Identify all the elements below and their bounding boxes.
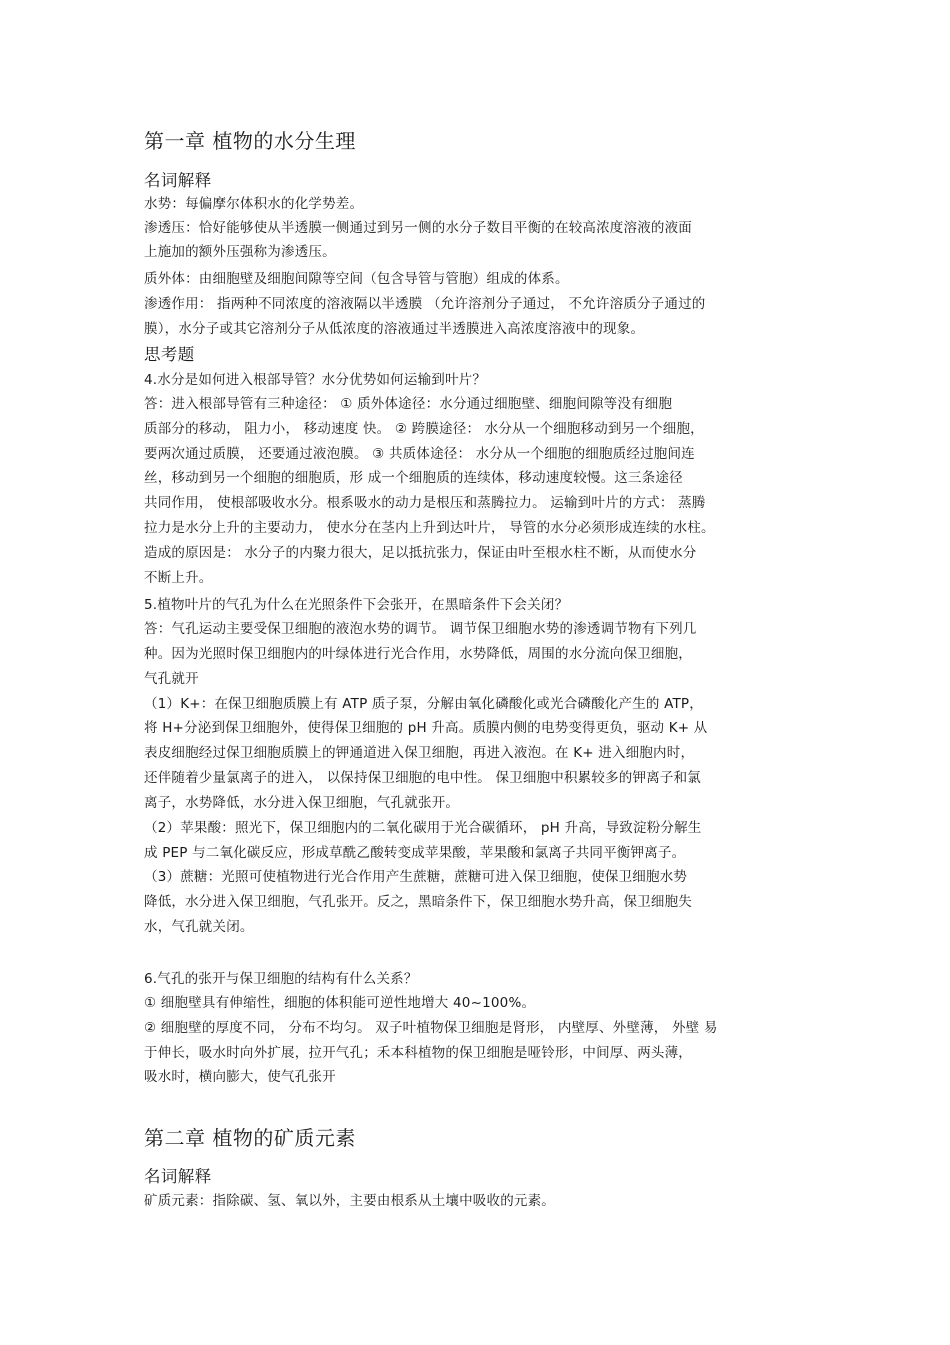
q5-answer-line: 降低，水分进入保卫细胞，气孔张开。反之，黑暗条件下，保卫细胞水势升高，保卫细胞失 xyxy=(144,894,692,910)
q5-answer-line: （1）K+：在保卫细胞质膜上有 ATP 质子泵，分解由氧化磷酸化或光合磷酸化产生的 ATP， xyxy=(144,696,703,712)
q5-answer-line: 还伴随着少量氯离子的进入， 以保持保卫细胞的电中性。 保卫细胞中积累较多的钾离子和氯 xyxy=(144,770,701,786)
q5-answer-line: 表皮细胞经过保卫细胞质膜上的钾通道进入保卫细胞，再进入液泡。在 K+ 进入细胞内时， xyxy=(144,745,695,761)
term-water-potential: 水势：每偏摩尔体积水的化学势差。 xyxy=(144,196,364,212)
term-osmosis: 渗透作用： 指两种不同浓度的溶液隔以半透膜 （允许溶剂分子通过， 不允许溶质分子通过的 xyxy=(144,296,706,312)
chapter1-questions-heading: 思考题 xyxy=(144,345,195,364)
q6-answer-line: 于伸长，吸水时向外扩展，拉开气孔；禾本科植物的保卫细胞是哑铃形，中间厚、两头薄， xyxy=(144,1045,692,1061)
q5-answer-line: 种。因为光照时保卫细胞内的叶绿体进行光合作用，水势降低，周围的水分流向保卫细胞， xyxy=(144,646,692,662)
q4-answer-line: 丝，移动到另一个细胞的细胞质，形 成一个细胞质的连续体，移动速度较慢。这三条途径 xyxy=(144,470,683,486)
term-osmotic-pressure: 渗透压：恰好能够使从半透膜一侧通过到另一侧的水分子数目平衡的在较高浓度溶液的液面 xyxy=(144,220,692,236)
chapter2-title: 第二章 植物的矿质元素 xyxy=(144,1126,356,1150)
q6-answer-line: ② 细胞壁的厚度不同， 分布不均匀。 双子叶植物保卫细胞是肾形， 内壁厚、外壁薄， 外壁 易 xyxy=(144,1020,718,1036)
chapter2-terms-heading: 名词解释 xyxy=(144,1167,212,1186)
q6-answer-line: 吸水时，横向膨大，使气孔张开 xyxy=(144,1069,336,1085)
term-osmotic-pressure-cont: 上施加的额外压强称为渗透压。 xyxy=(144,244,336,260)
q5-answer-line: 答：气孔运动主要受保卫细胞的液泡水势的调节。 调节保卫细胞水势的渗透调节物有下列几 xyxy=(144,621,697,637)
q4-answer-line: 质部分的移动， 阻力小， 移动速度 快。 ② 跨膜途径： 水分从一个细胞移动到另一个细胞， xyxy=(144,421,704,437)
q4-answer-line: 答：进入根部导管有三种途径： ① 质外体途径：水分通过细胞壁、细胞间隙等没有细胞 xyxy=(144,396,673,412)
term-osmosis-cont: 膜），水分子或其它溶剂分子从低浓度的溶液通过半透膜进入高浓度溶液中的现象。 xyxy=(144,321,645,337)
question-6: 6.气孔的张开与保卫细胞的结构有什么关系？ xyxy=(144,971,418,987)
q5-answer-line: 水，气孔就关闭。 xyxy=(144,919,254,935)
q5-answer-line: （2）苹果酸：照光下，保卫细胞内的二氧化碳用于光合碳循环， pH 升高，导致淀粉分解生 xyxy=(144,820,702,836)
q4-answer-line: 共同作用， 使根部吸收水分。根系吸水的动力是根压和蒸腾拉力。 运输到叶片的方式： 蒸腾 xyxy=(144,495,706,511)
question-5: 5.植物叶片的气孔为什么在光照条件下会张开，在黑暗条件下会关闭？ xyxy=(144,597,569,613)
q6-answer-line: ① 细胞壁具有伸缩性，细胞的体积能可逆性地增大 40~100%。 xyxy=(144,995,536,1011)
q4-answer-line: 造成的原因是： 水分子的内聚力很大，足以抵抗张力，保证由叶至根水柱不断，从而使水分 xyxy=(144,545,697,561)
q4-answer-line: 要两次通过质膜， 还要通过液泡膜。 ③ 共质体途径： 水分从一个细胞的细胞质经过胞间连 xyxy=(144,446,695,462)
term-apoplast: 质外体：由细胞壁及细胞间隙等空间（包含导管与管胞）组成的体系。 xyxy=(144,271,569,287)
q5-answer-line: 成 PEP 与二氧化碳反应，形成草酰乙酸转变成苹果酸，苹果酸和氯离子共同平衡钾离子。 xyxy=(144,845,686,861)
q5-answer-line: （3）蔗糖：光照可使植物进行光合作用产生蔗糖，蔗糖可进入保卫细胞，使保卫细胞水势 xyxy=(144,869,688,885)
q5-answer-line: 气孔就开 xyxy=(144,671,199,687)
q5-answer-line: 将 H+分泌到保卫细胞外，使得保卫细胞的 pH 升高。质膜内侧的电势变得更负，驱动 K+ 从 xyxy=(144,720,708,736)
q4-answer-line: 不断上升。 xyxy=(144,570,213,586)
q5-answer-line: 离子，水势降低，水分进入保卫细胞，气孔就张开。 xyxy=(144,795,460,811)
chapter1-terms-heading: 名词解释 xyxy=(144,171,212,190)
q4-answer-line: 拉力是水分上升的主要动力， 使水分在茎内上升到达叶片， 导管的水分必须形成连续的水柱。 xyxy=(144,520,715,536)
term-mineral-element: 矿质元素：指除碳、氢、氧以外，主要由根系从土壤中吸收的元素。 xyxy=(144,1193,555,1209)
chapter1-title: 第一章 植物的水分生理 xyxy=(144,129,356,153)
question-4: 4.水分是如何进入根部导管？水分优势如何运输到叶片？ xyxy=(144,372,487,388)
